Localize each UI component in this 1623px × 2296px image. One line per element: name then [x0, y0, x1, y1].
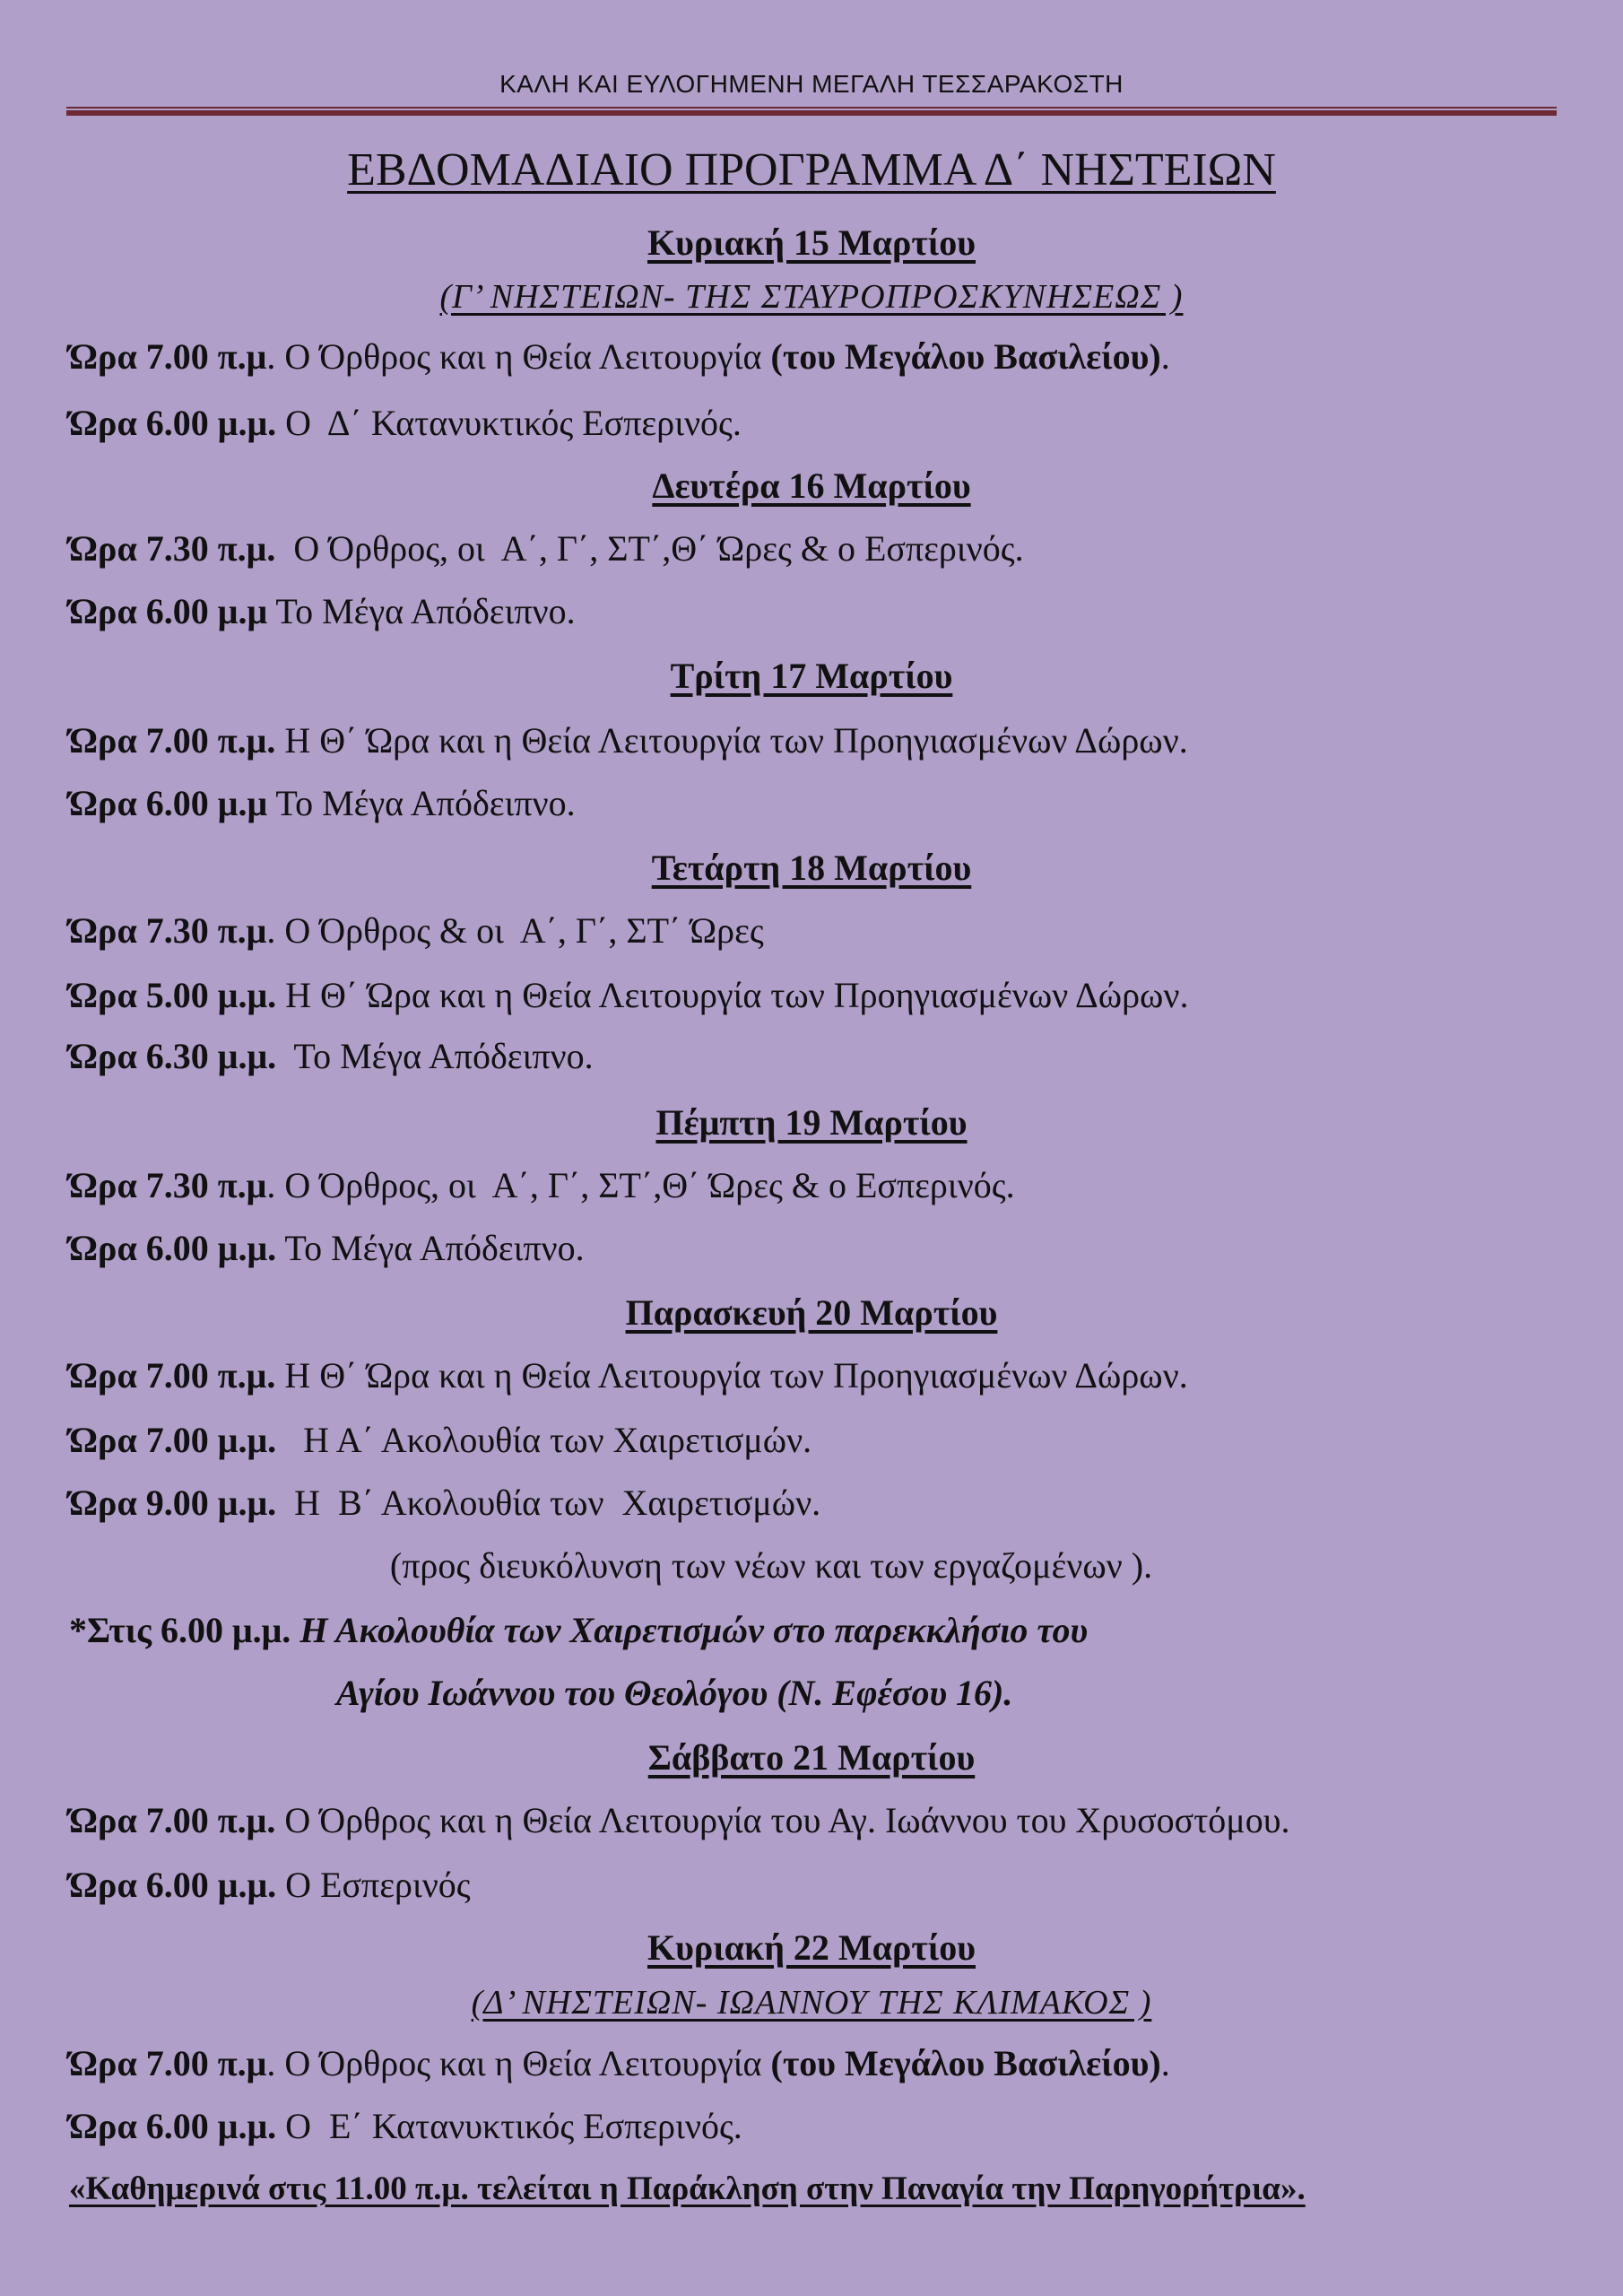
service-text: Το Μέγα Απόδειπνο.: [276, 1228, 585, 1268]
service-text: Η Θ΄ Ώρα και η Θεία Λειτουργία των Προηγιασμένων Δώρων.: [275, 720, 1188, 761]
service-item: [69, 1030, 1569, 1083]
day-heading: Κυριακή 15 Μαρτίου: [647, 222, 976, 263]
service-text: Η Θ΄ Ώρα και η Θεία Λειτουργία των Προηγιασμένων Δώρων.: [276, 975, 1189, 1015]
service-item: [69, 1349, 1569, 1403]
page-title: ΕΒΔΟΜΑΔΙΑΙΟ ΠΡΟΓΡΑΜΜΑ Δ΄ ΝΗΣΤΕΙΩΝ: [347, 144, 1276, 196]
service-item: [69, 714, 1569, 768]
service-text: Ο Δ΄ Κατανυκτικός Εσπερινός.: [276, 403, 742, 443]
daily-notice: «Καθημερινά στις 11.00 π.μ. τελείται η Παράκληση στην Παναγία την Παρηγορήτρια».: [69, 2170, 1306, 2207]
service-item: [69, 1794, 1569, 1848]
day-heading: Κυριακή 22 Μαρτίου: [647, 1927, 976, 1968]
service-item: [69, 2100, 1569, 2153]
feast-subtitle: (Γ’ ΝΗΣΤΕΙΩΝ- ΤΗΣ ΣΤΑΥΡΟΠΡΟΣΚΥΝΗΣΕΩΣ ): [439, 278, 1184, 316]
service-text: . Ο Όρθρος και η Θεία Λειτουργία: [266, 336, 771, 377]
service-text: Η Θ΄ Ώρα και η Θεία Λειτουργία των Προηγιασμένων Δώρων.: [275, 1355, 1188, 1396]
service-item: [69, 969, 1569, 1022]
service-time: Ώρα 7.00 π.μ.: [69, 1800, 276, 1840]
service-time: Ώρα 7.00 π.μ.: [69, 1355, 276, 1396]
service-time: Ώρα 6.00 μ.μ.: [69, 403, 277, 443]
service-time: Ώρα 7.30 π.μ.: [69, 528, 276, 569]
service-text: Το Μέγα Απόδειπνο.: [267, 591, 576, 631]
service-time: *Στις 6.00 μ.μ.: [69, 1610, 291, 1650]
service-text: Ο Ε΄ Κατανυκτικός Εσπερινός.: [276, 2106, 742, 2146]
service-time: Ώρα 9.00 μ.μ.: [69, 1483, 277, 1523]
service-item: [69, 1858, 1569, 1912]
service-text: . Ο Όρθρος και η Θεία Λειτουργία: [266, 2043, 771, 2083]
day-heading: Σάββατο 21 Μαρτίου: [647, 1737, 976, 1778]
service-item: [69, 1476, 1569, 1530]
service-time: Ώρα 7.30 π.μ: [69, 910, 267, 951]
header-rule-thick: [66, 110, 1557, 116]
service-time: Ώρα 6.00 μ.μ.: [69, 1228, 277, 1268]
service-text: Ο Όρθρος και η Θεία Λειτουργία του Αγ. Ιωάννου του Χρυσοστόμου.: [275, 1800, 1290, 1840]
service-item: [69, 1159, 1569, 1213]
service-text: . Ο Όρθρος, οι Α΄, Γ΄, ΣΤ΄,Θ΄ Ώρες & ο Εσπερινός.: [266, 1165, 1015, 1205]
service-time: Ώρα 7.00 π.μ: [69, 336, 267, 377]
service-item: [69, 396, 1569, 450]
service-item: [69, 1413, 1569, 1467]
service-text: . Ο Όρθρος & οι Α΄, Γ΄, ΣΤ΄ Ώρες: [266, 910, 764, 951]
service-text: Ο Όρθρος, οι Α΄, Γ΄, ΣΤ΄,Θ΄ Ώρες & ο Εσπερινός.: [275, 528, 1024, 569]
service-text: Η Β΄ Ακολουθία των Χαιρετισμών.: [276, 1483, 821, 1523]
service-time: Ώρα 7.30 π.μ: [69, 1165, 267, 1205]
service-time: Ώρα 7.00 π.μ: [69, 2043, 267, 2083]
service-text: Η Α΄ Ακολουθία των Χαιρετισμών.: [276, 1420, 812, 1460]
service-item: [69, 1222, 1569, 1275]
service-item: [69, 2037, 1569, 2091]
service-time: Ώρα 7.00 μ.μ.: [69, 1420, 277, 1460]
header-rule: [66, 107, 1557, 109]
day-heading: Δευτέρα 16 Μαρτίου: [652, 465, 971, 506]
service-time: Ώρα 5.00 μ.μ.: [69, 975, 277, 1015]
day-heading: Τρίτη 17 Μαρτίου: [670, 656, 953, 696]
service-text: Το Μέγα Απόδειπνο.: [267, 783, 576, 823]
service-text: Ο Εσπερινός: [276, 1865, 471, 1905]
service-item: [69, 777, 1569, 831]
service-text: Το Μέγα Απόδειπνο.: [276, 1036, 594, 1076]
service-time: Ώρα 6.30 μ.μ.: [69, 1036, 277, 1076]
service-item: [69, 904, 1569, 958]
service-time: Ώρα 6.00 μ.μ.: [69, 2106, 277, 2146]
service-emphasis: (του Μεγάλου Βασιλείου): [770, 2043, 1161, 2083]
day-heading: Πέμπτη 19 Μαρτίου: [655, 1102, 968, 1143]
page-header: ΚΑΛΗ ΚΑΙ ΕΥΛΟΓΗΜΕΝΗ ΜΕΓΑΛΗ ΤΕΣΣΑΡΑΚΟΣΤΗ: [499, 70, 1124, 98]
service-punct: .: [1160, 2043, 1170, 2083]
service-punct: .: [1160, 336, 1170, 377]
service-item: [69, 330, 1569, 384]
service-text: Η Ακολουθία των Χαιρετισμών στο παρεκκλήσιο του: [291, 1610, 1089, 1650]
service-item: [69, 522, 1569, 576]
day-heading: Παρασκευή 20 Μαρτίου: [625, 1292, 998, 1333]
note-line: (προς διευκόλυνση των νέων και των εργαζομένων ).: [389, 1545, 1153, 1586]
service-item: [69, 585, 1569, 639]
service-time: Ώρα 6.00 μ.μ.: [69, 1865, 277, 1905]
feast-subtitle: (Δ’ ΝΗΣΤΕΙΩΝ- ΙΩΑΝΝΟΥ ΤΗΣ ΚΛΙΜΑΚΟΣ ): [471, 1984, 1152, 2022]
note-item: [69, 1604, 1569, 1657]
service-time: Ώρα 7.00 π.μ.: [69, 720, 276, 761]
service-emphasis: (του Μεγάλου Βασιλείου): [770, 336, 1161, 377]
day-heading: Τετάρτη 18 Μαρτίου: [651, 848, 972, 888]
note-line: Αγίου Ιωάννου του Θεολόγου (Ν. Εφέσου 16).: [336, 1673, 1013, 1713]
service-time: Ώρα 6.00 μ.μ: [69, 783, 268, 823]
service-time: Ώρα 6.00 μ.μ: [69, 591, 268, 631]
